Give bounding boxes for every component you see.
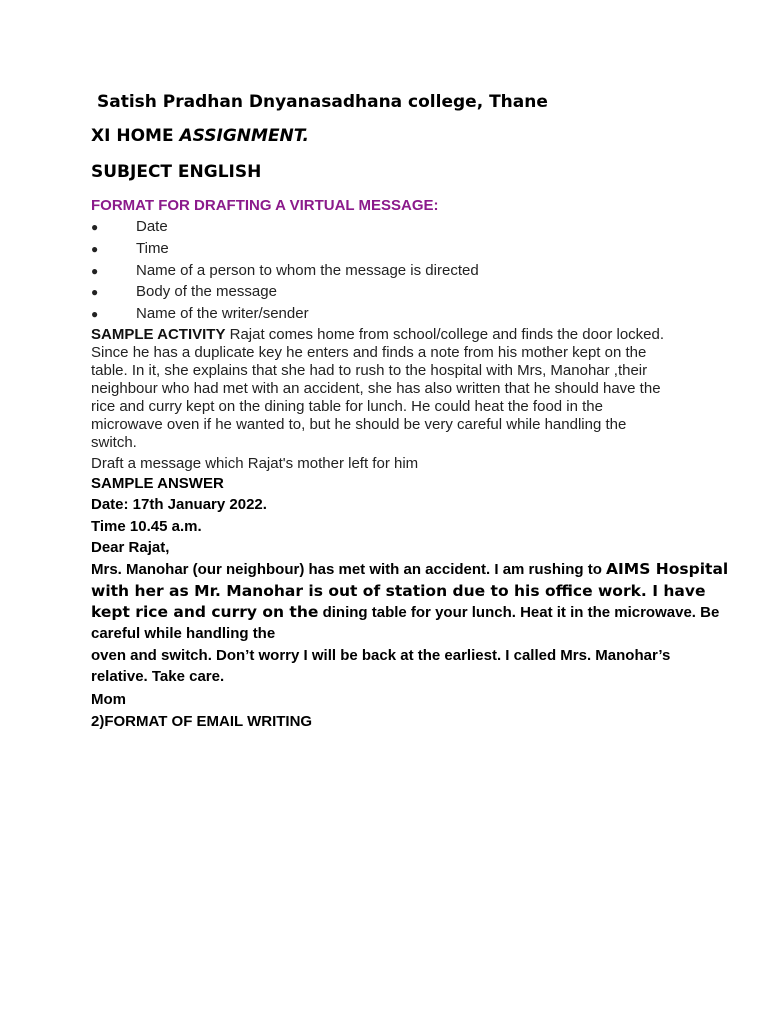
email-format-heading: 2)FORMAT OF EMAIL WRITING <box>91 713 313 730</box>
subject-title: SUBJECT ENGLISH <box>91 162 262 182</box>
answer-time: Time 10.45 a.m. <box>91 518 202 535</box>
answer-signature: Mom <box>91 691 126 708</box>
assignment-title <box>91 126 309 146</box>
list-item: ● Name of the writer/sender <box>91 305 309 323</box>
assignment-prefix: XI HOME <box>91 126 174 146</box>
format-list <box>91 217 691 326</box>
answer-body: Mrs. Manohar (our neighbour) has met with an accident. I am rushing to AIMS Hospital with her as Mr. Manohar is out of station due to his office work. I have kept rice and curry on the dining table for your lunch. Heat it in the microwave. Be careful while handling the <box>91 560 729 642</box>
college-name: Satish Pradhan Dnyanasadhana college, Thane <box>97 92 548 112</box>
activity-label: SAMPLE ACTIVITY <box>91 326 226 343</box>
assignment-word: ASSIGNMENT. <box>179 126 309 146</box>
list-item: ● Time <box>91 239 169 257</box>
bullet-icon: ● <box>91 220 99 234</box>
bullet-icon: ● <box>91 285 99 300</box>
answer-greeting: Dear Rajat, <box>91 539 170 556</box>
format-heading: FORMAT FOR DRAFTING A VIRTUAL MESSAGE: <box>91 197 439 214</box>
draft-instruction: Draft a message which Rajat's mother left for him <box>91 455 419 472</box>
answer-date: Date: 17th January 2022. <box>91 496 267 513</box>
sample-activity: SAMPLE ACTIVITY Rajat comes home from school/college and finds the door locked. Since he has a duplicate key he enters and finds a note from his mother kept on the table. In it, she explains that she had to rush to the hospital with Mrs, Manohar ,their neighbour who had met with an accident, she has also written that he should have the rice and curry kept on the dining table for lunch. He could heat the food in the microwave oven if he wanted to, but he should be very careful while handling the switch. <box>91 326 665 451</box>
bullet-icon: ● <box>91 263 99 278</box>
list-item: ● Date <box>91 218 168 235</box>
list-item: ● Name of a person to whom the message is directed <box>91 261 479 279</box>
list-item: ● Body of the message <box>91 283 277 301</box>
bullet-icon: ● <box>91 307 99 322</box>
sample-answer-label: SAMPLE ANSWER <box>91 475 224 492</box>
answer-body-continued: oven and switch. Don’t worry I will be back at the earliest. I called Mrs. Manohar’s relative. Take care. <box>91 647 671 685</box>
bullet-icon: ● <box>91 241 99 256</box>
